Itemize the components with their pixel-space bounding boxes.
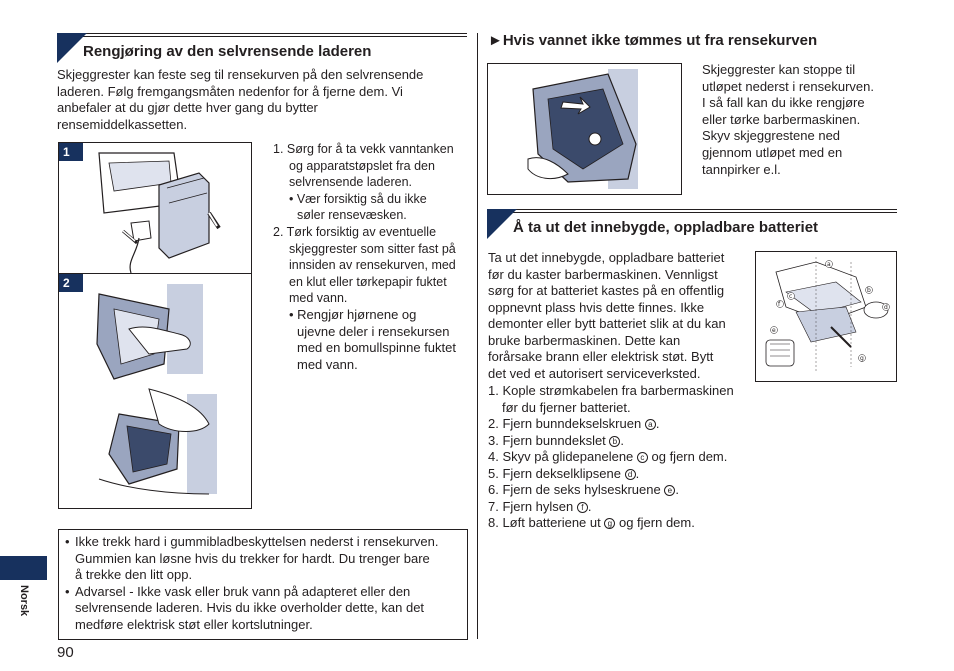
- marker-b: b: [609, 436, 620, 447]
- battery-step-3: 3. Fjern bunndekslet b .: [488, 432, 625, 448]
- diagram-label-g: g: [860, 355, 864, 362]
- left-section-title: Rengjøring av den selvrensende laderen: [83, 43, 372, 60]
- battery-step-1: 1. Kople strømkabelen fra barbermaskinen før du fjerner batteriet.: [488, 383, 734, 415]
- note-1: • Ikke trekk hard i gummibladbeskyttelsen nederst i rensekurven. Gummien kan løsne hvis du trekker for hardt. Du trenger bare å trekke den litt opp.: [65, 534, 439, 582]
- left-intro: Skjeggrester kan feste seg til rensekurven på den selvrensende laderen. Følg fremgangsmåten nedenfor for å fjerne dem. Vi anbefaler at du gjør dette hver gang du bytter rensemiddelkassetten.: [57, 67, 424, 132]
- notes-box: [58, 529, 468, 640]
- left-steps: [273, 141, 468, 373]
- marker-d: d: [625, 469, 636, 480]
- figure-1-remove-tank: [58, 142, 252, 274]
- diagram-label-e: e: [772, 327, 776, 334]
- diagram-label-b: b: [867, 287, 871, 294]
- battery-step-8: 8. Løft batteriene ut g og fjern dem.: [488, 515, 695, 530]
- marker-a: a: [645, 419, 656, 430]
- figure-number: 2: [59, 274, 83, 292]
- right-top-title: ►Hvis vannet ikke tømmes ut fra rensekurven: [488, 32, 818, 49]
- language-tab: [18, 585, 44, 645]
- battery-step-4: 4. Skyv på glidepanelene c og fjern dem.: [488, 449, 728, 464]
- diagram-label-a: a: [827, 261, 831, 268]
- cleaning-basket-illustration: [59, 274, 252, 509]
- language-label: Norsk: [18, 585, 30, 617]
- marker-c: c: [637, 452, 648, 463]
- battery-step-5: 5. Fjern dekselklipsene d .: [488, 465, 640, 481]
- right-section-title: Å ta ut det innebygde, oppladbare batteriet: [513, 219, 819, 236]
- step-1-note: • Vær forsiktig så du ikke søler rensevæsken.: [289, 191, 427, 223]
- exploded-view-illustration: [756, 252, 897, 382]
- marker-f: f: [577, 502, 588, 513]
- step-1: 1. Sørg for å ta vekk vanntanken og apparatstøpslet fra den selvrensende laderen.: [273, 142, 454, 190]
- battery-step-6: 6. Fjern de seks hylseskruene e .: [488, 482, 679, 497]
- diagram-label-f: f: [778, 301, 781, 308]
- column-divider: [477, 33, 478, 639]
- language-tab-block: [0, 556, 47, 580]
- marker-e: e: [664, 485, 675, 496]
- drain-text: Skjeggrester kan stoppe til utløpet nederst i rensekurven. I så fall kan du ikke rengjøre eller tørke barbermaskinen. Skyv skjeggrestene ned gjennom utløpet med en tannpirker e.l.: [702, 62, 874, 177]
- page-number: 90: [57, 644, 74, 661]
- battery-text: Ta ut det innebygde, oppladbare batteriet før du kaster barbermaskinen. Vennligst sørg for at batteriet kastes på en offentlig oppnevnt plass hvis dette finnes. Ikke demonter eller bytt batteriet slik at du kan bruke barbermaskinen. Dette kan forårsake brann eller elektrisk støt. Bytt det ved et autorisert serviceverksted.: [488, 250, 726, 381]
- diagram-label-c: c: [789, 293, 793, 300]
- note-2: • Advarsel - Ikke vask eller bruk vann på adapteret eller den selvrensende laderen. Hvis du ikke overholder dette, kan det medføre elektrisk støt eller kortslutninger.: [65, 583, 425, 632]
- right-section-header: [487, 209, 897, 239]
- charger-tank-illustration: [59, 143, 252, 274]
- drain-outlet-illustration: [488, 64, 682, 195]
- left-section-header: [57, 33, 467, 63]
- step-2: 2. Tørk forsiktig av eventuelle skjeggrester som sitter fast på innsiden av rensekurven, med en klut eller tørkepapir fuktet med vann.: [273, 224, 456, 306]
- figure-number: 1: [59, 143, 83, 161]
- battery-steps: [488, 383, 768, 532]
- battery-step-2: 2. Fjern bunndekselskruen a .: [488, 416, 660, 431]
- figure-battery-exploded: [755, 251, 897, 382]
- marker-g: g: [604, 518, 615, 529]
- step-2-note: • Rengjør hjørnene og ujevne deler i rensekursen med en bomullspinne fuktet med vann.: [289, 306, 456, 372]
- figure-2-clean-basket: [58, 273, 252, 509]
- battery-step-7: 7. Fjern hylsen f .: [488, 498, 592, 514]
- diagram-label-d: d: [884, 304, 888, 311]
- figure-drain-outlet: [487, 63, 682, 195]
